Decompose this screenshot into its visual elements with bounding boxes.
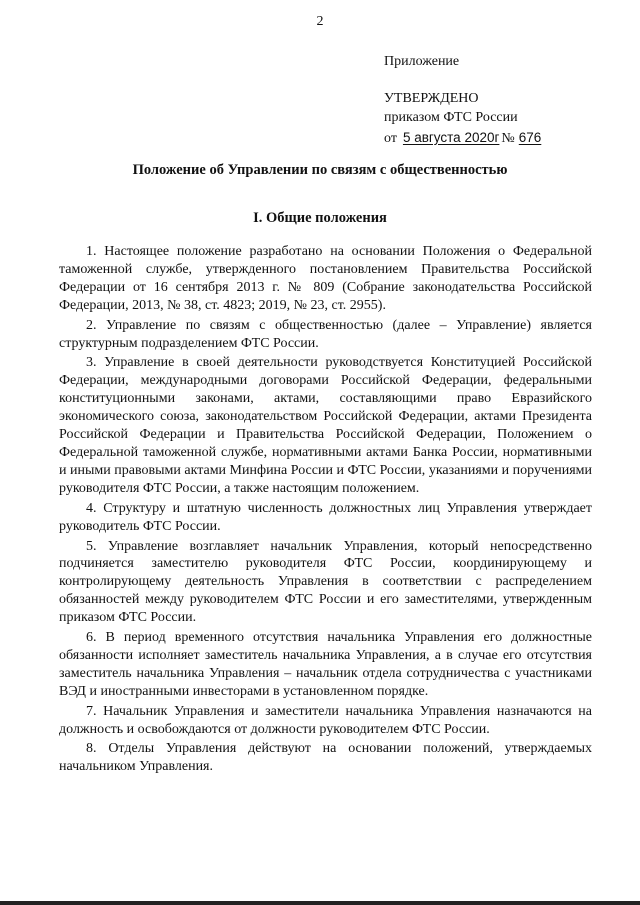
- section-heading: I. Общие положения: [253, 210, 387, 226]
- approval-block: [384, 52, 555, 148]
- number-prefix: №: [501, 130, 515, 146]
- date-prefix: от: [384, 130, 397, 146]
- paragraph: 1. Настоящее положение разработано на основании Положения о Федеральной таможенной службе, утвержденного постановлением Правительства Российской Федерации от 16 сентября 2013 г. № 809 (Собрание законодательства Российской Федерации, 2013, № 38, ст. 4823; 2019, № 23, ст. 2955).: [59, 244, 592, 313]
- document-title: Положение об Управлении по связям с общественностью: [132, 162, 508, 178]
- paragraph: 8. Отделы Управления действуют на основании положений, утверждаемых начальником Управления.: [59, 741, 592, 775]
- scan-edge: [0, 901, 640, 905]
- appendix-label: Приложение: [384, 54, 460, 69]
- document-body: [59, 243, 592, 778]
- order-date: 5 августа 2020г: [402, 129, 500, 145]
- paragraph: 5. Управление возглавляет начальник Управления, который непосредственно подчиняется заместителю руководителя ФТС России, координирующему и контролирующему деятельность Управления в соответствии с распределением обязанностей между руководителем ФТС России и его заместителями, утвержденным приказом ФТС России.: [59, 538, 592, 626]
- paragraph: 6. В период временного отсутствия начальника Управления его должностные обязанности исполняет заместитель начальника Управления, а в случае его отсутствия заместитель начальника Управления – начальник отдела сотрудничества с участниками ВЭД и иностранными инвесторами в установленном порядке.: [59, 630, 592, 699]
- paragraph: 4. Структуру и штатную численность должностных лиц Управления утверждает руководитель ФТС России.: [59, 500, 592, 534]
- order-date-line: [384, 128, 555, 149]
- approved-stamp: УТВЕРЖДЕНО: [384, 90, 479, 106]
- page-number: 2: [316, 14, 324, 29]
- paragraph: 7. Начальник Управления и заместители начальника Управления назначаются на должность и освобождаются от должности руководителем ФТС России.: [59, 703, 592, 737]
- paragraph: 3. Управление в своей деятельности руководствуется Конституцией Российской Федерации, международными договорами Российской Федерации, федеральными конституционными законами, актами, составляющими право Евразийского экономического союза, законодательством Российской Федерации, актами Президента Российской Федерации и Правительства Российской Федерации, Положением о Федеральной таможенной службе, нормативными актами Банка России, нормативными и иными правовыми актами Минфина России и ФТС России, указаниями и поручениями руководителя ФТС России, а также настоящим положением.: [59, 355, 592, 496]
- order-number: 676: [518, 129, 542, 145]
- paragraph: 2. Управление по связям с общественностью (далее – Управление) является структурным подразделением ФТС России.: [59, 317, 592, 351]
- order-reference: приказом ФТС России: [384, 110, 518, 125]
